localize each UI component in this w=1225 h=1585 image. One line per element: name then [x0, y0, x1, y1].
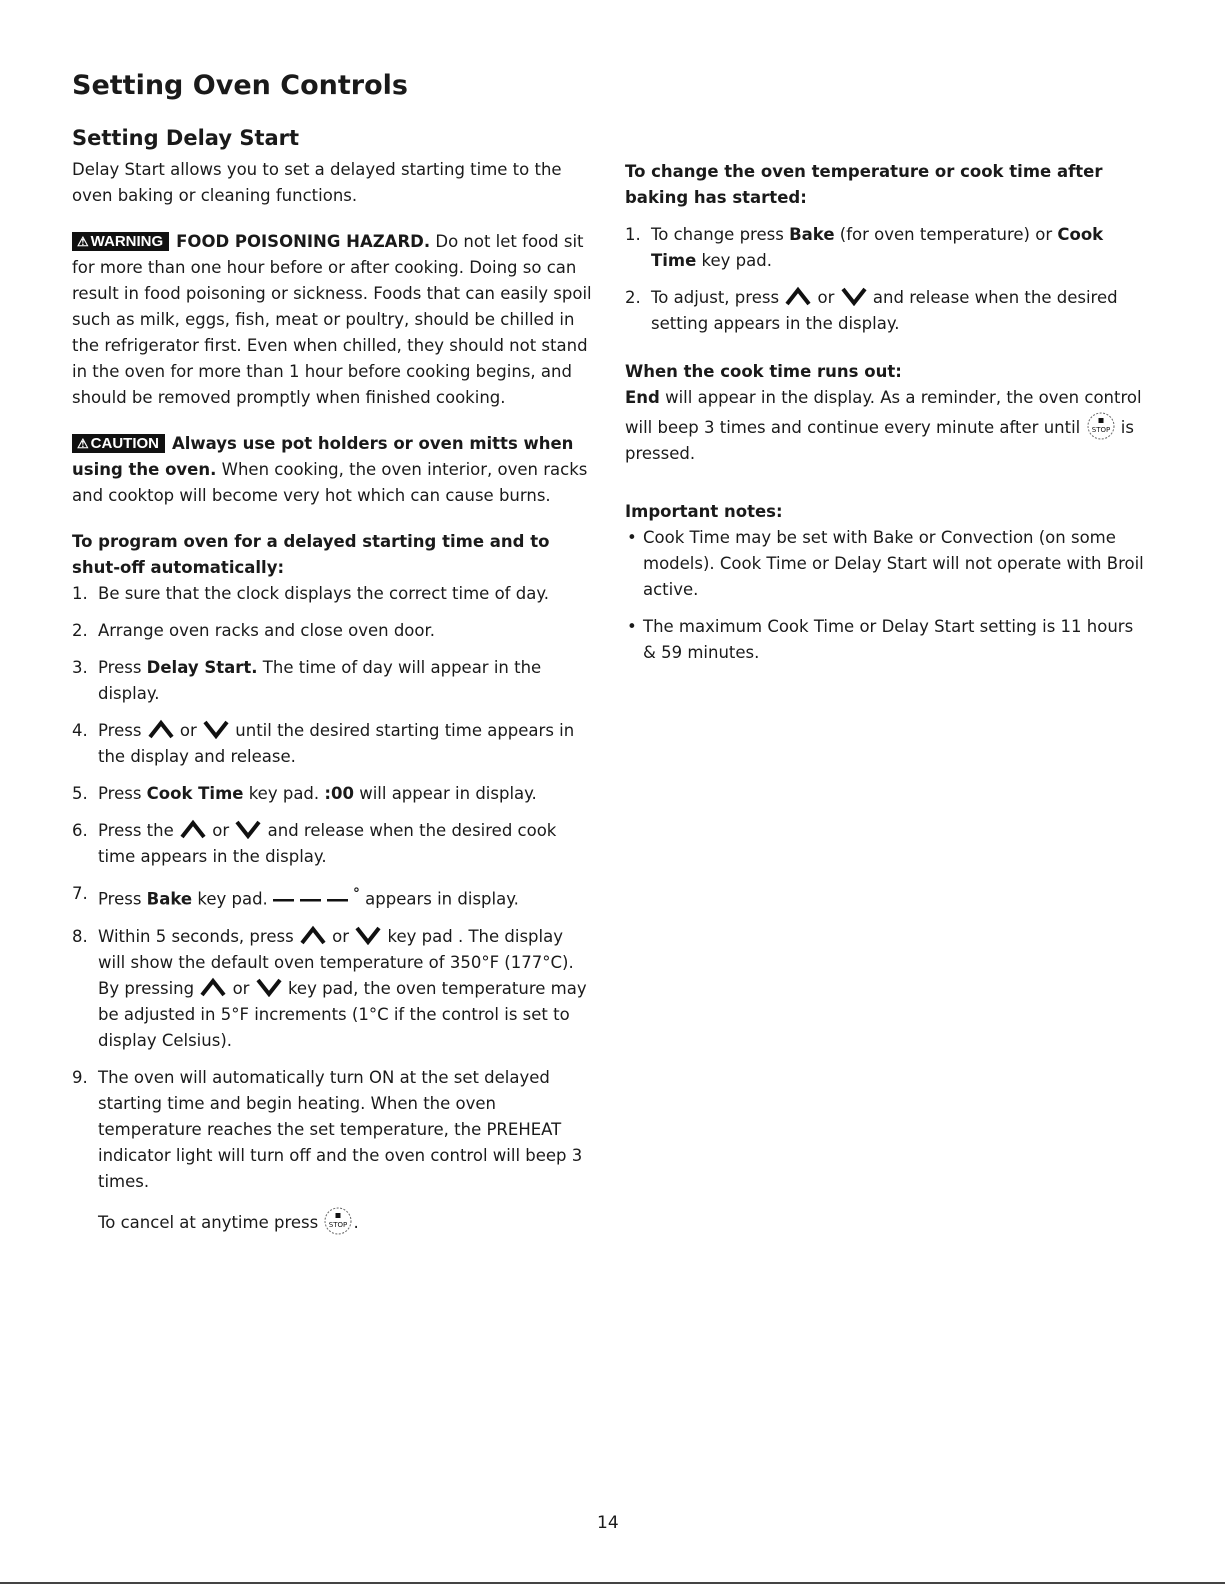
caution-text: When cooking, the oven interior, oven racks and cooktop will become very hot which can cause burns.	[72, 460, 588, 505]
program-steps	[72, 581, 592, 1195]
runs-out-text: is pressed.	[625, 418, 1134, 463]
step-3	[72, 655, 592, 707]
step-text: Be sure that the clock displays the correct time of day.	[98, 584, 549, 603]
cook-time-key-label: Cook Time	[146, 784, 244, 803]
warning-heading: FOOD POISONING HAZARD.	[176, 232, 431, 251]
warning-text: Do not let food sit for more than one hour before or after cooking. Doing so can result in food poisoning or sickness. Foods that can easily spoil such as milk, eggs, fish, meat or poultry, should be chilled in the refrigerator first. Even when chilled, they should not stand in the oven for more than 1 hour before cooking begins, and should be removed promptly when finished cooking.	[72, 232, 592, 407]
warning-triangle-icon: ⚠	[77, 234, 89, 249]
bake-key-label: Bake	[789, 225, 835, 244]
warning-paragraph	[72, 229, 592, 411]
step-text: key pad . The display will show the default oven temperature of 350°F (177°C). By pressing	[98, 926, 574, 998]
step-text: or	[326, 926, 355, 946]
change-heading: To change the oven temperature or cook time after baking has started:	[625, 162, 1103, 207]
left-column	[72, 157, 592, 1236]
warning-badge-label: WARNING	[90, 233, 164, 250]
caution-paragraph	[72, 431, 592, 509]
up-arrow-icon	[179, 819, 207, 839]
step-text: and release when the desired setting appears in the display.	[651, 288, 1118, 333]
step-text: will appear in display.	[353, 784, 537, 803]
dash-display-icon	[273, 893, 353, 905]
down-arrow-icon	[234, 819, 262, 839]
step-number: 4.	[72, 721, 88, 740]
step-text: until the desired starting time appears in the display and release.	[98, 721, 575, 766]
step-text: Press	[98, 784, 147, 803]
step-text: appears in display.	[359, 889, 519, 909]
up-arrow-icon	[147, 719, 175, 739]
step-number: 7.	[72, 884, 88, 903]
step-text: (for oven temperature) or	[834, 225, 1058, 244]
step-number: 1.	[72, 584, 88, 603]
step-number: 2.	[625, 288, 641, 307]
notes-list	[625, 525, 1150, 666]
note-text: The maximum Cook Time or Delay Start setting is 11 hours & 59 minutes.	[643, 617, 1134, 662]
down-arrow-icon	[354, 925, 382, 945]
step-text: To adjust, press	[651, 288, 785, 307]
step-number: 2.	[72, 621, 88, 640]
step-text: The oven will automatically turn ON at the set delayed starting time and begin heating. When the oven temperature reaches the set temperature, the PREHEAT indicator light will turn off and the oven control will beep 3 times.	[98, 1067, 583, 1191]
step-text: key pad, the oven temperature may be adjusted in 5°F increments (1°C if the control is set to display Celsius).	[98, 978, 587, 1050]
stop-key-icon	[1086, 411, 1116, 441]
note-item	[625, 525, 1150, 603]
step-number: 3.	[72, 658, 88, 677]
page-title: Setting Oven Controls	[72, 70, 408, 101]
change-step-2	[625, 285, 1150, 337]
step-text: Press	[98, 721, 147, 740]
step-text: and release when the desired cook time appears in the display.	[98, 821, 557, 866]
program-heading: To program oven for a delayed starting time and to shut-off automatically:	[72, 532, 550, 577]
up-arrow-icon	[299, 925, 327, 945]
change-steps	[625, 222, 1150, 337]
right-column	[625, 157, 1150, 677]
step-text: key pad.	[696, 251, 772, 270]
step-5	[72, 781, 592, 807]
step-number: 5.	[72, 784, 88, 803]
cancel-instruction	[72, 1206, 592, 1236]
note-item	[625, 614, 1150, 666]
step-number: 8.	[72, 926, 88, 946]
runs-out-heading: When the cook time runs out:	[625, 362, 902, 381]
end-readout: End	[625, 388, 660, 407]
step-text: or	[227, 978, 255, 998]
delay-start-key-label: Delay Start.	[146, 658, 258, 677]
cancel-text: To cancel at anytime press	[98, 1212, 324, 1232]
step-text: key pad.	[243, 784, 325, 803]
runs-out-paragraph	[625, 385, 1150, 467]
step-text: or	[207, 821, 235, 840]
step-text: Press	[98, 658, 147, 677]
step-6	[72, 818, 592, 870]
intro-paragraph: Delay Start allows you to set a delayed starting time to the oven baking or cleaning functions.	[72, 160, 562, 205]
step-text: or	[174, 721, 203, 740]
bullet: •	[627, 528, 637, 547]
bottom-rule	[0, 1582, 1225, 1584]
step-text: Press the	[98, 821, 179, 840]
display-readout: :00	[324, 784, 354, 803]
stop-key-icon	[323, 1206, 353, 1236]
stop-key-label: STOP	[1091, 426, 1110, 434]
notes-heading: Important notes:	[625, 502, 783, 521]
step-text: Press	[98, 889, 147, 909]
cancel-text: .	[353, 1212, 359, 1232]
step-text: Within 5 seconds, press	[98, 926, 299, 946]
step-1	[72, 581, 592, 607]
caution-heading: Always use pot holders or oven mitts when using the oven.	[72, 434, 574, 479]
down-arrow-icon	[255, 977, 283, 997]
step-text: key pad.	[192, 889, 274, 909]
bullet: •	[627, 617, 637, 636]
step-text: Arrange oven racks and close oven door.	[98, 621, 436, 640]
stop-key-label: STOP	[329, 1220, 348, 1229]
step-4	[72, 718, 592, 770]
down-arrow-icon	[202, 719, 230, 739]
step-text: To change press	[651, 225, 790, 244]
step-9	[72, 1065, 592, 1195]
degree-symbol: °	[353, 886, 360, 902]
change-step-1	[625, 222, 1150, 274]
bake-key-label: Bake	[146, 889, 193, 909]
warning-badge	[72, 232, 169, 251]
up-arrow-icon	[199, 977, 227, 997]
caution-badge	[72, 434, 165, 453]
note-text: Cook Time may be set with Bake or Convection (on some models). Cook Time or Delay Start will not operate with Broil active.	[643, 528, 1144, 599]
down-arrow-icon	[840, 286, 868, 306]
cook-time-key-label: Cook Time	[651, 225, 1104, 270]
step-8	[72, 924, 592, 1054]
step-number: 1.	[625, 225, 641, 244]
step-2	[72, 618, 592, 644]
step-number: 9.	[72, 1067, 88, 1087]
runs-out-text: will appear in the display. As a reminder, the oven control will beep 3 times and continue every minute after until	[625, 388, 1142, 437]
caution-triangle-icon: ⚠	[77, 436, 89, 451]
step-number: 6.	[72, 821, 88, 840]
step-text: or	[812, 288, 840, 307]
section-title: Setting Delay Start	[72, 126, 300, 150]
page-number: 14	[597, 1513, 619, 1533]
step-7	[72, 881, 592, 913]
up-arrow-icon	[784, 286, 812, 306]
caution-badge-label: CAUTION	[90, 435, 159, 452]
step-text: The time of day will appear in the display.	[98, 658, 542, 703]
